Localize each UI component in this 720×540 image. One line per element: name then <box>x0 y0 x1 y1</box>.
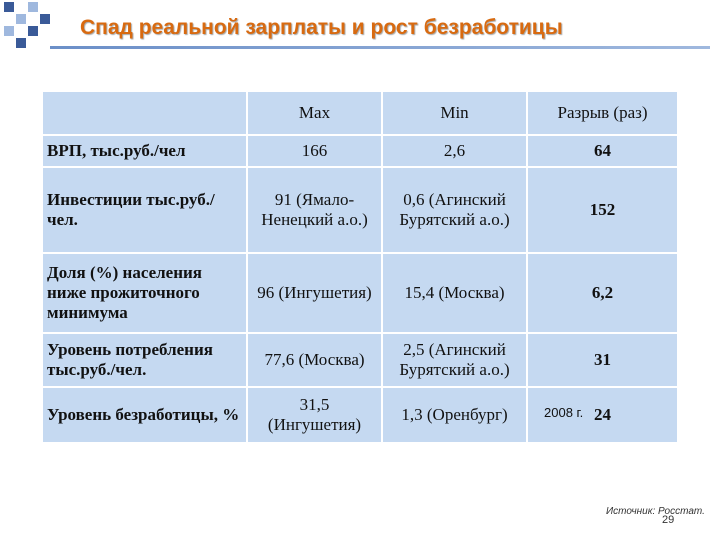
cell-max: 91 (Ямало-Ненецкий а.о.) <box>247 167 382 253</box>
table-row <box>42 167 678 253</box>
row-label: Уровень потребления тыс.руб./чел. <box>42 333 247 387</box>
cell-min: 2,6 <box>382 135 527 167</box>
table-row <box>42 333 678 387</box>
source-note: Источник: Росстат. <box>606 506 705 517</box>
cell-gap: 6,2 <box>527 253 678 333</box>
cell-gap: 31 <box>527 333 678 387</box>
row-label: ВРП, тыс.руб./чел <box>42 135 247 167</box>
cell-min: 2,5 (Агинский Бурятский а.о.) <box>382 333 527 387</box>
cell-min: 0,6 (Агинский Бурятский а.о.) <box>382 167 527 253</box>
cell-gap: 64 <box>527 135 678 167</box>
row-label: Инвестиции тыс.руб./чел. <box>42 167 247 253</box>
header-empty-cell <box>42 91 247 135</box>
table-row <box>42 253 678 333</box>
header-min: Min <box>382 91 527 135</box>
year-note: 2008 г. <box>544 405 584 420</box>
table-row <box>42 135 678 167</box>
corner-decoration <box>4 2 64 48</box>
cell-max: 31,5 (Ингушетия) <box>247 387 382 443</box>
header-max: Max <box>247 91 382 135</box>
header-gap: Разрыв (раз) <box>527 91 678 135</box>
cell-max: 77,6 (Москва) <box>247 333 382 387</box>
cell-gap: 152 <box>527 167 678 253</box>
slide-title: Спад реальной зарплаты и рост безработицы <box>80 16 563 39</box>
page-number: 29 <box>662 514 675 526</box>
row-label: Доля (%) населения ниже прожиточного минимума <box>42 253 247 333</box>
cell-max: 96 (Ингушетия) <box>247 253 382 333</box>
cell-min: 15,4 (Москва) <box>382 253 527 333</box>
title-underline <box>50 46 710 49</box>
comparison-table <box>41 90 679 444</box>
cell-gap: 24 <box>527 387 678 443</box>
row-label: Уровень безработицы, % <box>42 387 247 443</box>
cell-min: 1,3 (Оренбург) <box>382 387 527 443</box>
table-header-row <box>42 91 678 135</box>
cell-max: 166 <box>247 135 382 167</box>
